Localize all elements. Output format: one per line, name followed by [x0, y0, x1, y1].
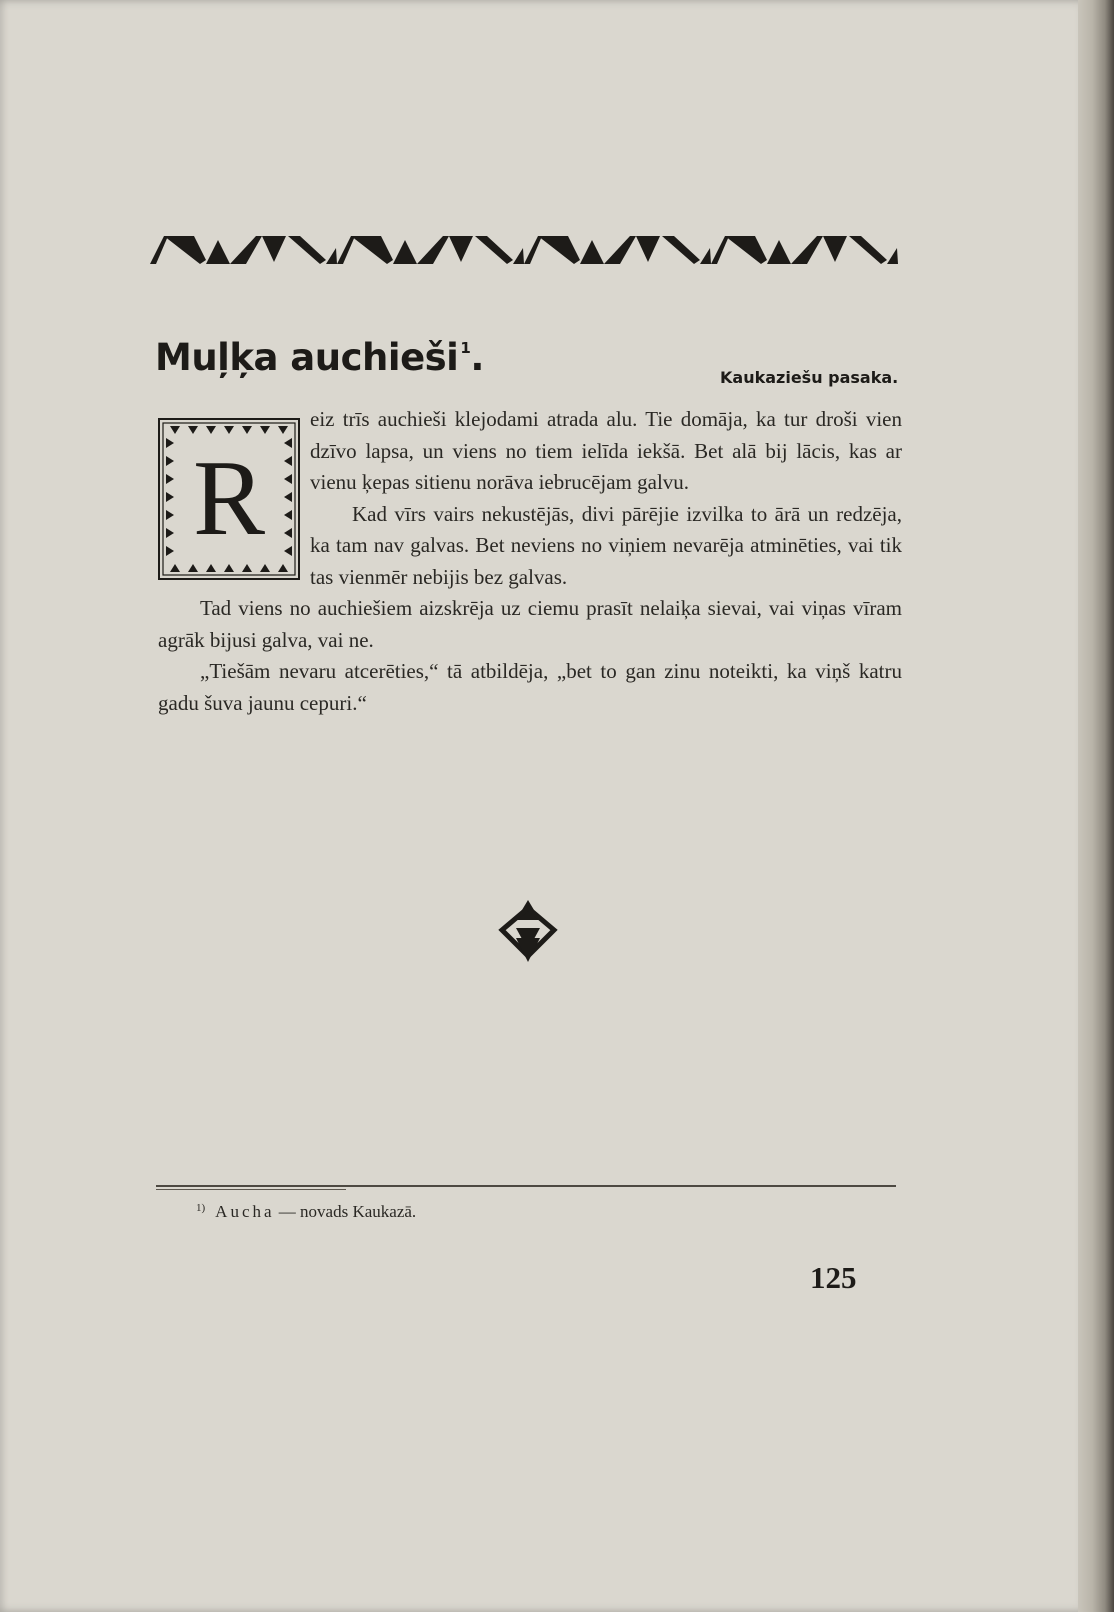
- paragraph-4: „Tiešām nevaru atcerēties,“ tā atbildēja, „bet to gan zinu noteikti, ka viņš katru gadu šuva jaunu cepuri.“: [158, 659, 902, 715]
- title-period: .: [470, 336, 484, 379]
- footnote-text: — novads Kaukazā.: [274, 1202, 417, 1221]
- title-footnote-mark: 1: [460, 338, 471, 357]
- paragraph-1: eiz trīs auchieši klejodami atrada alu. Tie domāja, ka tur droši vien dzīvo lapsa, un viens no tiem ielīda iekšā. Bet alā bij lācis, kas ar vienu ķepas sitienu norāva iebrucējam galvu.: [310, 407, 902, 494]
- page-number: 125: [810, 1260, 857, 1295]
- footnote-rule-short: [156, 1189, 346, 1190]
- footnote-rule: [156, 1185, 896, 1187]
- story-title-text: Muļķa auchieši: [155, 336, 459, 379]
- story-title: [155, 336, 484, 379]
- paragraph-3: Tad viens no auchiešiem aizskrēja uz ciemu prasīt nelaiķa sievai, vai viņas vīram agrāk bijusi galva, vai ne.: [158, 596, 902, 652]
- story-body: [158, 404, 902, 719]
- paragraph-2: Kad vīrs vairs nekustējās, divi pārējie izvilka to ārā un redzēja, ka tam nav galvas. Bet neviens no viņiem nevarēja atminēties, vai tik tas vienmēr nebijis bez galvas.: [310, 501, 902, 589]
- decorative-header-band: [150, 234, 898, 266]
- footnote: [196, 1202, 416, 1222]
- footnote-mark: 1): [196, 1202, 206, 1214]
- drop-cap-letter: R: [192, 439, 266, 558]
- book-gutter-edge: [1078, 0, 1114, 1612]
- drop-cap-spacer: [158, 404, 310, 592]
- footnote-term: Aucha: [215, 1202, 275, 1221]
- diamond-ornament-icon: [496, 898, 560, 990]
- story-subtitle: Kaukaziešu pasaka.: [720, 368, 899, 387]
